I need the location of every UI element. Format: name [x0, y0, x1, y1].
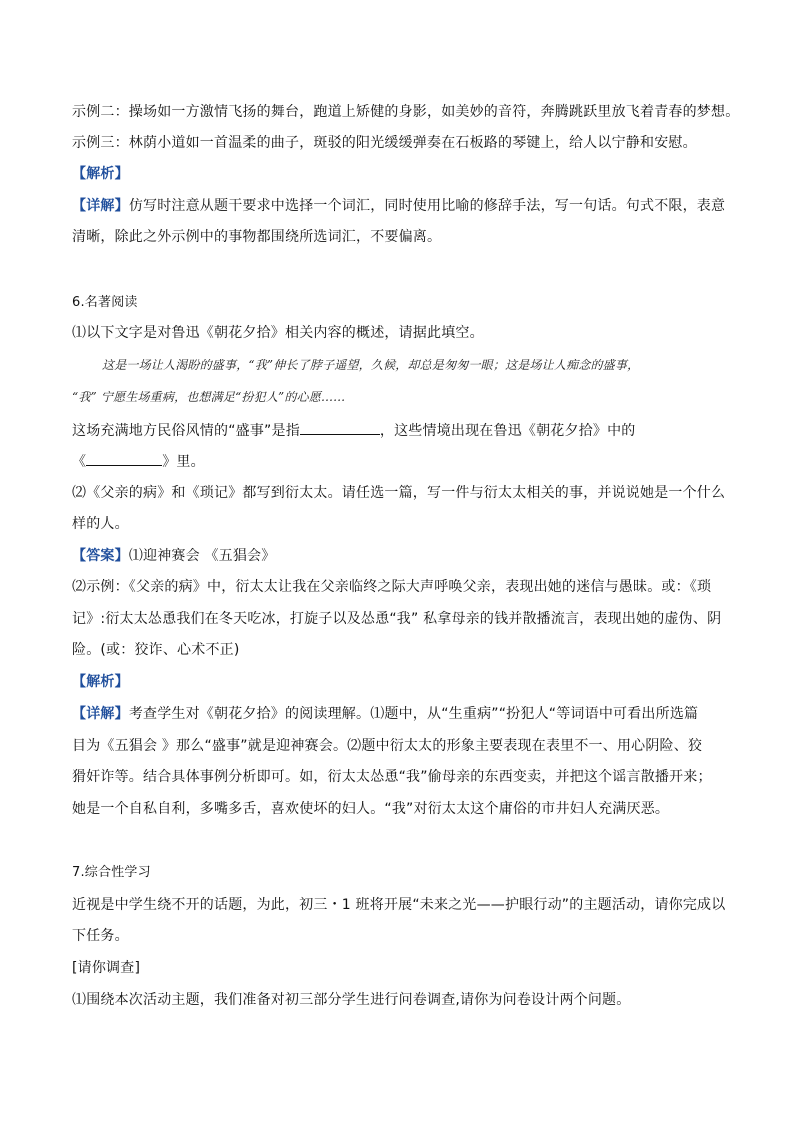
q6-part1-prompt: ⑴以下文字是对鲁迅《朝花夕拾》相关内容的概述，请据此填空。 [72, 325, 484, 341]
answer-tag: 【答案】 [72, 548, 129, 564]
q6-part2-line-1: ⑵《父亲的病》和《琐记》都写到衍太太。请任选一篇，写一件与衍太太相关的事，并说说她是一个什么 [72, 485, 726, 501]
q6-fill-text-a: 这场充满地方民俗风情的“盛事”是指 [72, 423, 300, 439]
q6-answer-line-1 [72, 546, 275, 566]
q6-title: 6.名著阅读 [72, 295, 138, 310]
q6-quote-line-1: 这是一场让人渴盼的盛事，“我”伸长了脖子遥望，久候，却总是匆匆一眼；这是场让人痴念的盛事， [102, 358, 640, 372]
q6-fill-text-d: 》里。 [162, 454, 205, 470]
q7-question-1: ⑴围绕本次活动主题，我们准备对初三部分学生进行问卷调查,请你为问卷设计两个问题。 [72, 992, 631, 1008]
example-three: 示例三：林荫小道如一首温柔的曲子，斑驳的阳光缓缓弹奏在石板路的琴键上，给人以宁静和安慰。 [72, 135, 697, 151]
q6-fill-line-1 [72, 420, 636, 441]
detail-tag: 【详解】 [72, 198, 129, 214]
q7-intro-line-2: 下任务。 [72, 928, 129, 944]
q6-detail-line-2: 目为《五猖会 》那么“盛事”就是迎神赛会。⑵题中衍太太的形象主要表现在表里不一、用心阴险、狡 [72, 738, 703, 754]
q6-answer-line-2: ⑵示例：《父亲的病》中，衍太太让我在父亲临终之际大声呼唤父亲，表现出她的迷信与愚昧。或：《琐 [72, 579, 712, 595]
q7-intro-line-1: 近视是中学生绕不开的话题，为此，初三・1 班将开展“未来之光——护眼行动”的主题活动，请你完成以 [72, 897, 726, 913]
q6-answer-line-4: 险。(或：狡诈、心术不正) [72, 642, 240, 658]
q6-fill-text-b: ，这些情境出现在鲁迅《朝花夕拾》中的 [379, 423, 636, 439]
q6-answer-text: ⑴迎神赛会 《五猖会》 [128, 548, 276, 564]
q6-quote-line-2: “我” 宁愿生场重病，也想满足“扮犯人”的心愿…… [72, 390, 346, 404]
q7-title: 7.综合性学习 [72, 865, 151, 880]
q5-detail-line-1 [72, 196, 725, 216]
example-two: 示例二：操场如一方激情飞扬的舞台，跑道上矫健的身影，如美妙的音符，奔腾跳跃里放飞着青春的梦想。 [72, 104, 740, 120]
detail-tag-2: 【详解】 [72, 706, 129, 722]
fill-blank-2[interactable] [86, 451, 162, 466]
q6-detail-line-1 [72, 704, 698, 724]
fill-blank-1[interactable] [300, 420, 380, 435]
q6-answer-line-3: 记》:衍太太怂恿我们在冬天吃冰，打旋子以及怂恿“我” 私拿母亲的钱并散播流言，表现出她的虚伪、阴 [72, 611, 722, 627]
q6-detail-line-3: 猾奸诈等。结合具体事例分析即可。如，衍太太怂恿“我”偷母亲的东西变卖，并把这个谣言散播开来； [72, 769, 712, 785]
analysis-heading-2: 【解析】 [72, 674, 129, 690]
q6-fill-text-c: 《 [72, 454, 87, 470]
q6-detail-line-4: 她是一个自私自利，多嘴多舌，喜欢使坏的妇人。“我”对衍太太这个庸俗的市井妇人充满厌恶。 [72, 801, 670, 817]
q5-detail-line-2: 清晰，除此之外示例中的事物都围绕所选词汇，不要偏离。 [72, 229, 442, 245]
q6-part2-line-2: 样的人。 [72, 516, 129, 532]
q6-detail-text: 考查学生对《朝花夕拾》的阅读理解。⑴题中，从“生重病”“扮犯人“等词语中可看出所选篇 [128, 706, 699, 722]
q7-subheading: [请你调查] [72, 960, 141, 976]
q6-fill-line-2 [72, 451, 205, 472]
analysis-heading: 【解析】 [72, 166, 129, 182]
q5-detail-text: 仿写时注意从题干要求中选择一个词汇，同时使用比喻的修辞手法，写一句话。句式不限，表意 [128, 198, 726, 214]
